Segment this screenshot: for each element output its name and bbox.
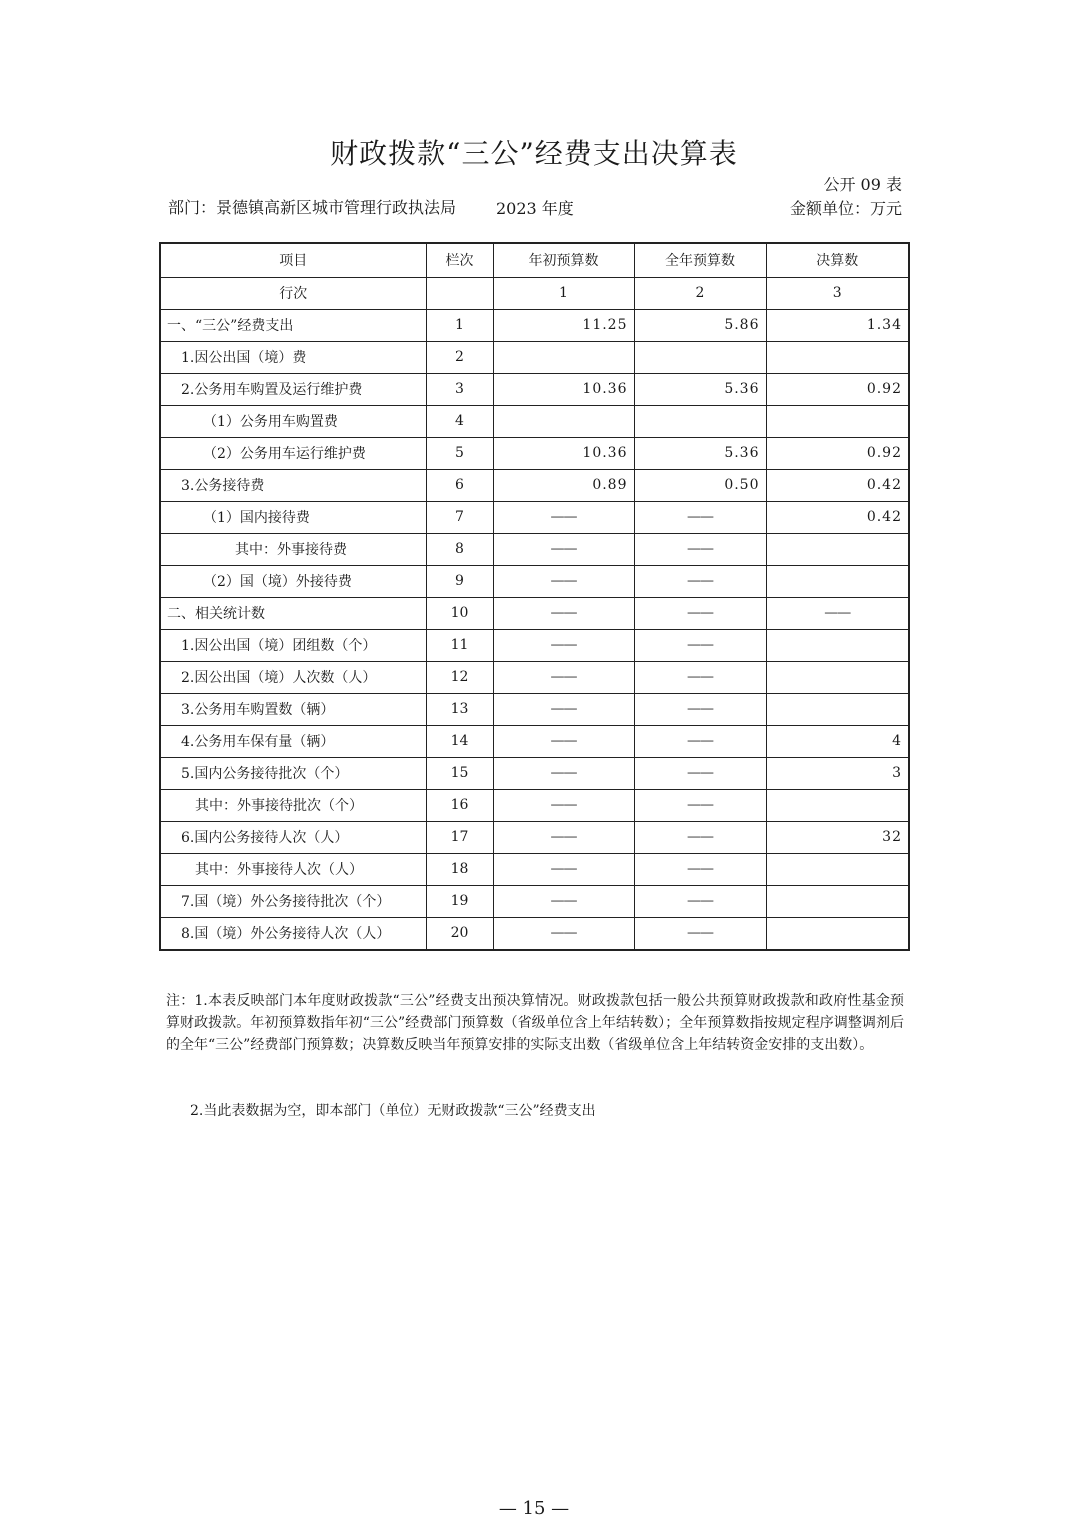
row-item: 7.国（境）外公务接待批次（个） [160,885,426,917]
row-number: 15 [426,757,493,789]
row-initial-budget: 11.25 [493,309,634,341]
row-number: 5 [426,437,493,469]
row-number: 9 [426,565,493,597]
row-number: 3 [426,373,493,405]
row-final-amount: —— [766,597,909,629]
row-item: 6.国内公务接待人次（人） [160,821,426,853]
page-number: — 15 — [498,1498,570,1519]
row-initial-budget: —— [493,533,634,565]
row-number: 10 [426,597,493,629]
row-initial-budget: —— [493,629,634,661]
row-final-amount: 4 [766,725,909,757]
row-final-amount [766,533,909,565]
row-final-amount [766,405,909,437]
row-initial-budget: —— [493,917,634,950]
row-item: 8.国（境）外公务接待人次（人） [160,917,426,950]
row-initial-budget [493,405,634,437]
header-item: 项目 [160,243,426,277]
table-row [160,597,909,629]
row-final-amount [766,693,909,725]
row-number: 18 [426,853,493,885]
row-full-budget: —— [634,661,766,693]
form-number: 公开 09 表 [823,175,902,194]
row-initial-budget: —— [493,885,634,917]
amount-unit: 金额单位：万元 [789,199,902,218]
row-full-budget: —— [634,885,766,917]
row-number: 12 [426,661,493,693]
fiscal-year: 2023 年度 [496,199,574,218]
note-1: 注：1.本表反映部门本年度财政拨款“三公”经费支出预决算情况。财政拨款包括一般公共预算财政拨款和政府性基金预算财政拨款。年初预算数指年初“三公”经费部门预算数（省级单位含上年结转数）；全年预算数指按规定程序调整调剂后的全年“三公”经费部门预算数；决算数反映当年预算安排的实际支出数（省级单位含上年结转资金安排的支出数）。 [166,993,904,1053]
row-item: 1.因公出国（境）团组数（个） [160,629,426,661]
row-full-budget: —— [634,757,766,789]
department-label: 部门：景德镇高新区城市管理行政执法局 [168,198,457,217]
table-row [160,725,909,757]
row-initial-budget: —— [493,693,634,725]
row-final-amount: 0.92 [766,437,909,469]
subheader-c2: 2 [634,277,766,309]
row-full-budget: —— [634,629,766,661]
row-item: 5.国内公务接待批次（个） [160,757,426,789]
table-row [160,789,909,821]
row-initial-budget: 10.36 [493,437,634,469]
row-full-budget: 5.86 [634,309,766,341]
row-final-amount: 0.42 [766,501,909,533]
table-row [160,501,909,533]
row-item: （2）公务用车运行维护费 [160,437,426,469]
header-col: 栏次 [426,243,493,277]
row-final-amount: 0.42 [766,469,909,501]
row-final-amount [766,661,909,693]
row-full-budget: —— [634,853,766,885]
row-number: 7 [426,501,493,533]
row-initial-budget: —— [493,565,634,597]
row-initial-budget: —— [493,757,634,789]
row-final-amount: 32 [766,821,909,853]
table-row [160,693,909,725]
subheader-c3: 3 [766,277,909,309]
row-full-budget: —— [634,821,766,853]
row-full-budget: 0.50 [634,469,766,501]
row-final-amount: 3 [766,757,909,789]
row-item: 二、相关统计数 [160,597,426,629]
row-initial-budget: —— [493,853,634,885]
row-number: 13 [426,693,493,725]
row-item: 3.公务接待费 [160,469,426,501]
note-2: 2.当此表数据为空，即本部门（单位）无财政拨款“三公”经费支出 [190,1103,596,1119]
row-number: 4 [426,405,493,437]
row-final-amount [766,853,909,885]
row-item: 其中：外事接待人次（人） [160,853,426,885]
row-final-amount [766,789,909,821]
row-number: 6 [426,469,493,501]
row-initial-budget: 10.36 [493,373,634,405]
table-row [160,565,909,597]
table-row [160,821,909,853]
row-number: 11 [426,629,493,661]
subheader-empty [426,277,493,309]
row-full-budget: 5.36 [634,373,766,405]
subheader-label: 行次 [160,277,426,309]
expenditure-table [159,242,910,951]
row-number: 1 [426,309,493,341]
row-initial-budget: —— [493,597,634,629]
row-full-budget: —— [634,533,766,565]
row-full-budget: —— [634,693,766,725]
row-number: 19 [426,885,493,917]
table-subheader-row [160,277,909,309]
row-number: 14 [426,725,493,757]
row-item: 其中：外事接待批次（个） [160,789,426,821]
table-header-row [160,243,909,277]
row-full-budget [634,405,766,437]
table-row [160,629,909,661]
page-title: 财政拨款“三公”经费支出决算表 [330,137,738,170]
row-final-amount [766,629,909,661]
row-item: 2.公务用车购置及运行维护费 [160,373,426,405]
row-item: 其中：外事接待费 [160,533,426,565]
row-initial-budget: —— [493,725,634,757]
row-item: 一、“三公”经费支出 [160,309,426,341]
row-initial-budget: —— [493,661,634,693]
table-row [160,757,909,789]
row-full-budget: —— [634,565,766,597]
row-number: 8 [426,533,493,565]
row-item: 2.因公出国（境）人次数（人） [160,661,426,693]
table-row [160,853,909,885]
row-final-amount [766,341,909,373]
table-row [160,437,909,469]
header-initial: 年初预算数 [493,243,634,277]
table-row [160,341,909,373]
row-item: 3.公务用车购置数（辆） [160,693,426,725]
row-final-amount [766,565,909,597]
row-full-budget [634,341,766,373]
row-initial-budget: —— [493,789,634,821]
row-full-budget: —— [634,789,766,821]
header-final: 决算数 [766,243,909,277]
row-initial-budget: —— [493,821,634,853]
row-final-amount: 1.34 [766,309,909,341]
table-row [160,917,909,950]
row-item: （1）国内接待费 [160,501,426,533]
row-final-amount [766,885,909,917]
subheader-c1: 1 [493,277,634,309]
table-row [160,661,909,693]
row-number: 20 [426,917,493,950]
row-full-budget: —— [634,597,766,629]
table-row [160,533,909,565]
table-row [160,405,909,437]
row-final-amount: 0.92 [766,373,909,405]
row-full-budget: —— [634,725,766,757]
row-final-amount [766,917,909,950]
row-full-budget: 5.36 [634,437,766,469]
row-item: （2）国（境）外接待费 [160,565,426,597]
row-item: 4.公务用车保有量（辆） [160,725,426,757]
table-row [160,309,909,341]
header-full: 全年预算数 [634,243,766,277]
row-full-budget: —— [634,501,766,533]
row-initial-budget: 0.89 [493,469,634,501]
row-item: （1）公务用车购置费 [160,405,426,437]
table-row [160,469,909,501]
row-item: 1.因公出国（境）费 [160,341,426,373]
table-row [160,885,909,917]
row-full-budget: —— [634,917,766,950]
row-number: 17 [426,821,493,853]
row-initial-budget [493,341,634,373]
row-number: 2 [426,341,493,373]
row-number: 16 [426,789,493,821]
row-initial-budget: —— [493,501,634,533]
table-row [160,373,909,405]
